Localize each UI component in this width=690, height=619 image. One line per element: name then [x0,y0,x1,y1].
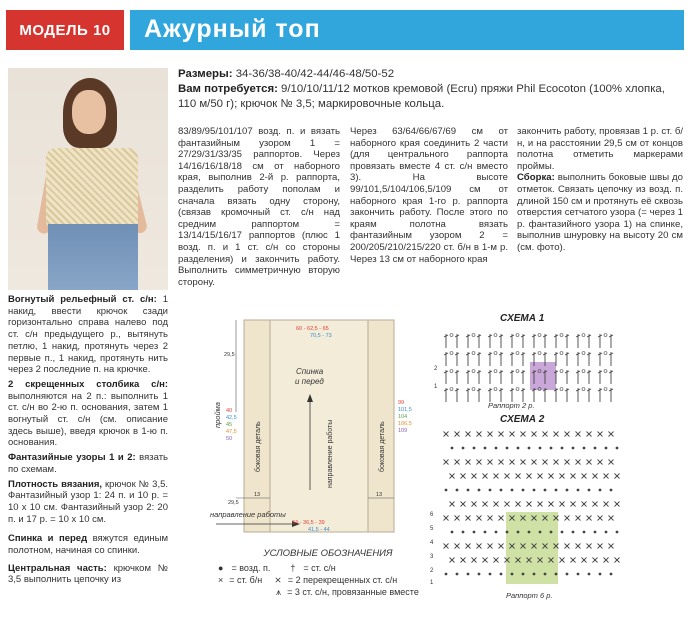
chain-icon [517,531,520,534]
scheme-2-row-5: 5 [430,526,434,532]
chain-icon [566,489,569,492]
chain-icon [484,447,487,450]
chain-icon [472,352,475,355]
chain-icon [566,573,569,576]
chain-icon [478,489,481,492]
chain-icon [539,531,542,534]
chain-icon [489,573,492,576]
chain-icon [494,352,497,355]
text-column-3 [517,126,683,254]
chain-icon [472,370,475,373]
chain-icon [539,447,542,450]
side-label-left: боковая деталь [255,421,262,472]
legend [218,548,438,598]
chain-icon [599,489,602,492]
chain-icon [594,531,597,534]
legend-title: УСЛОВНЫЕ ОБОЗНАЧЕНИЯ [263,548,393,559]
left-height-numbers [226,408,237,442]
text-column-2 [350,126,508,265]
armhole-label: пройма [213,402,222,428]
chain-icon [604,370,607,373]
chain-icon [516,334,519,337]
title-bar [130,10,684,50]
text-column-1 [178,126,340,288]
chain-icon [516,370,519,373]
chain-icon [588,489,591,492]
chain-symbol-icon: ● [218,563,224,573]
legend-item-cluster: = 3 ст. с/н, провязанные вместе [287,587,419,597]
chain-icon [473,531,476,534]
legend-item-sc: = ст. б/н [229,575,263,585]
chain-icon [467,573,470,576]
center-label-1: Спинка [296,367,324,376]
chain-icon [528,447,531,450]
scheme-1 [430,312,640,412]
chain-icon [450,352,453,355]
chain-icon [577,489,580,492]
crossed-def-text: выполняются на 2 п.: выполнить 1 ст. с/н во 2-ю п. основания, затем 1 вогнутый ст. с/н (см. описание здесь выше), введя крючок в 1-ю п. основания. [8,390,168,449]
svg-text:104: 104 [398,414,408,420]
chain-icon [484,531,487,534]
scheme-2-row-1: 1 [430,580,434,586]
patterns-title: Фантазийные узоры 1 и 2: [8,452,136,464]
chain-icon [451,531,454,534]
dim-13-left: 13 [254,492,261,498]
chain-icon [544,489,547,492]
scheme-2-row-4: 4 [430,540,434,546]
chain-icon [560,334,563,337]
chain-icon [604,334,607,337]
scheme-2-row-6: 6 [430,512,434,518]
chain-icon [538,334,541,337]
back-front-title: Спинка и перед [8,533,88,545]
chain-icon [604,352,607,355]
center-part-title: Центральная часть: [8,562,107,574]
legend-item-chain: = возд. п. [231,563,271,573]
chain-icon [604,388,607,391]
chain-icon [588,573,591,576]
stitch-def-title: Вогнутый рельефный ст. с/н: [8,294,157,305]
svg-text:40: 40 [226,408,233,414]
chain-icon [605,531,608,534]
needs-label: Вам потребуется: [178,83,278,95]
column-2-text: Через 63/64/66/67/69 см от наборного края соединить 2 части (для центрального раппорта провязать вместе 4 ст. с/н вместо 3). На высоте 99/101,5/104/106,5/109 см от наборного края 1-го р. раппорта закончить работу. После этого по краям полотна вязать фантазийным узором 2 = 200/205/210/215/220 ст. б/н в 1-м р. Через 13 см от наборного края [350,126,508,265]
scheme-2 [430,412,640,602]
chain-icon [467,489,470,492]
chain-icon [494,334,497,337]
column-1-text: 83/89/95/101/107 возд. п. и вязать фантазийным узором 1 = 27/29/31/33/35 раппортов. Через 14/16/16/18/18 см от наборного края, выполнив 2-й р. раппорта, разделить работу пополам и сначала вязать одну сторону, (связав кромочный ст. с/н над средним раппортом = 13/14/15/16/17 раппортов (плюс 1 возд. п. и 1 ст. с/н со стороны разделения) и закончить работу. Выполнить симметричную вторую сторону. [178,126,340,288]
chain-icon [582,352,585,355]
legend-item-crossed: = 2 перекрещенных ст. с/н [287,575,398,585]
crossed-def-title: 2 скрещенных столбика с/н: [8,378,168,390]
header [0,0,690,62]
chain-icon [616,531,619,534]
chain-icon [605,447,608,450]
work-direction-horizontal: направление работы [210,510,286,519]
chain-icon [582,370,585,373]
scheme-1-rapport: Раппорт 2 р. [488,401,535,410]
pattern-diagram [196,312,436,544]
materials-block [178,67,684,112]
chain-icon [495,447,498,450]
chain-icon [560,370,563,373]
chain-icon [544,573,547,576]
chain-icon [577,573,580,576]
left-column [8,294,168,589]
chain-icon [473,447,476,450]
scheme-2-row-2: 2 [430,568,434,574]
chain-icon [500,489,503,492]
chain-icon [517,447,520,450]
chain-icon [555,489,558,492]
svg-text:42,5: 42,5 [226,415,237,421]
chain-icon [445,489,448,492]
chain-icon [506,447,509,450]
chain-icon [582,334,585,337]
cluster-symbol-icon: ⩚ [276,587,282,597]
dim-29-5-top: 29,5 [224,352,235,358]
chain-icon [489,489,492,492]
stitch-def-text: 1 накид, ввести крючок сзади горизонтально справа налево под ст. с/н предыдущего р., вытянуть петлю, 1 накид, протянуть через 2 первые п., 1 накид, протянуть нить через 2 последние п. на крючке. [8,294,168,376]
chain-icon [572,531,575,534]
top-numbers-1: 60 - 62,5 - 65 [296,326,329,332]
chain-icon [528,531,531,534]
assembly-text: выполнить боковые швы до отметок. Связать цепочку из возд. п. длиной 150 см и протянуть её сквозь отверстия сетчатого узора (= через 1 р. фантазийного узора 1) на спинке, выполнив шнуровку на высоту 20 см (см. фото). [517,172,683,253]
scheme-1-row-1: 1 [434,384,438,390]
chain-icon [494,388,497,391]
bottom-numbers-2: 41,5 - 44 [308,527,330,533]
chain-icon [495,531,498,534]
gauge-title: Плотность вязания, [8,478,103,490]
chain-icon [456,489,459,492]
needs-value: 9/10/10/11/12 мотков кремовой (Ecru) пряжи Phil Ecocoton (100% хлопка, 110 м/50 г); крючок № 3,5; маркировочные кольца. [178,83,665,110]
chain-icon [610,489,613,492]
svg-text:50: 50 [226,436,233,442]
chain-icon [594,447,597,450]
svg-text:99: 99 [398,400,405,406]
bottom-numbers-1: 34 - 36,5 - 39 [292,520,325,526]
chain-icon [472,334,475,337]
chain-icon [478,573,481,576]
chain-icon [462,447,465,450]
chain-icon [506,531,509,534]
chain-icon [450,388,453,391]
chain-icon [516,352,519,355]
chain-icon [533,573,536,576]
chain-icon [511,489,514,492]
chain-icon [500,573,503,576]
chain-icon [451,447,454,450]
chain-icon [550,531,553,534]
svg-text:101,5: 101,5 [398,407,412,413]
chain-icon [472,388,475,391]
work-direction-vertical: направление работы [327,419,334,488]
legend-item-dc: = ст. с/н [303,563,336,573]
chain-icon [445,573,448,576]
model-photo [8,68,168,290]
crossed-symbol-icon: ⨯ [274,575,282,585]
model-label: МОДЕЛЬ 10 [19,21,111,39]
chain-icon [511,573,514,576]
center-part-text: крючком № 3,5 выполнить цепочку из [8,562,168,586]
sc-symbol-icon: × [218,575,224,585]
assembly-title: Сборка: [517,172,555,184]
chain-icon [583,447,586,450]
svg-text:109: 109 [398,428,408,434]
chain-icon [516,388,519,391]
scheme-1-marks [444,334,613,403]
chain-icon [522,573,525,576]
side-label-right: боковая деталь [379,421,386,472]
chain-icon [572,447,575,450]
svg-text:45: 45 [226,422,233,428]
chain-icon [560,388,563,391]
column-3-text: закончить работу, провязав 1 р. ст. б/н, и на расстоянии 29,5 см от концов полотна отметить маркерами проймы. [517,126,683,172]
model-badge [6,10,124,50]
chain-icon [456,573,459,576]
chain-icon [560,352,563,355]
chain-icon [599,573,602,576]
sizes-label: Размеры: [178,68,233,80]
scheme-2-title: СХЕМА 2 [500,414,545,425]
chain-icon [582,388,585,391]
chain-icon [450,334,453,337]
back-front-text: вяжутся единым полотном, начиная со спинки. [8,533,168,557]
dim-13-right: 13 [376,492,383,498]
patterns-text: вязать по схемам. [8,452,168,475]
scheme-1-title: СХЕМА 1 [500,313,545,324]
chain-icon [494,370,497,373]
chain-icon [450,370,453,373]
top-numbers-2: 70,5 - 73 [310,333,332,339]
svg-text:47,5: 47,5 [226,429,237,435]
chain-icon [610,573,613,576]
dim-29-5-bottom: 29,5 [228,500,239,506]
chain-icon [522,489,525,492]
chain-icon [561,531,564,534]
chain-icon [561,447,564,450]
sizes-value: 34-36/38-40/42-44/46-48/50-52 [232,68,395,80]
chain-icon [538,352,541,355]
dc-symbol-icon: † [290,563,296,573]
chain-icon [550,447,553,450]
scheme-2-row-3: 3 [430,554,434,560]
chain-icon [616,447,619,450]
svg-text:106,5: 106,5 [398,421,412,427]
scheme-1-row-2: 2 [434,366,438,372]
center-label-2: и перед [295,377,324,386]
gauge-text: крючок № 3,5. Фантазийный узор 1: 24 п. и 10 р. = 10 х 10 см. Фантазийный узор 2: 20 п. и 17 р. = 10 х 10 см. [8,478,169,525]
chain-icon [462,531,465,534]
chain-icon [533,489,536,492]
page-title: Ажурный топ [144,15,321,43]
scheme-2-rapport: Раппорт 6 р. [506,591,553,600]
chain-icon [583,531,586,534]
right-height-numbers [398,400,412,434]
chain-icon [555,573,558,576]
